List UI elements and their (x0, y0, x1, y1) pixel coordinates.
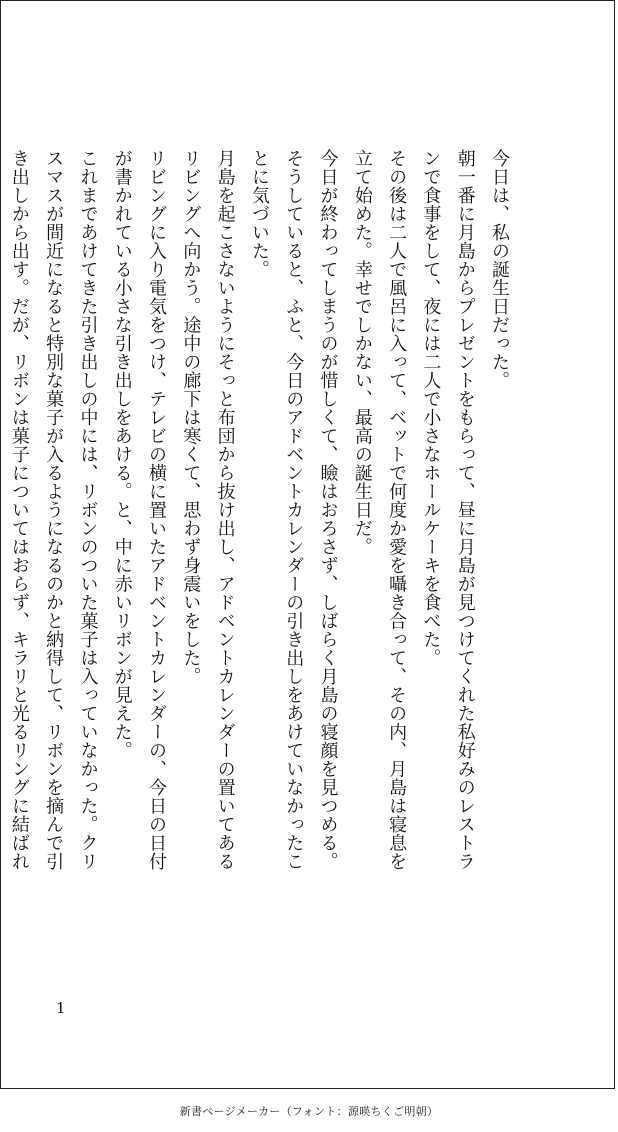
text-line: とに気づいた。 (248, 149, 270, 279)
text-line: 今日は、私の誕生日だった。 (489, 149, 510, 390)
text-line: が書かれている小さな引き出しをあける。と、中に赤いリボンが見えた。 (111, 149, 133, 760)
text-line: き出しから出す。だが、リボンは菓子についてはおらず、キラリと光るリングに結ばれ (8, 149, 30, 871)
text-line: これまであけてきた引き出しの中には、リボンのついた菓子は入っていなかった。クリ (77, 149, 99, 871)
text-line: ンで食事をして、夜には二人で小さなホールケーキを食べた。 (420, 149, 442, 667)
text-line: リビングへ向かう。途中の廊下は寒くて、思わず身震いをした。 (180, 149, 202, 686)
text-line: 立て始めた。幸せでしかない、最高の誕生日だ。 (351, 149, 373, 556)
text-line: リビングに入り電気をつけ、テレビの横に置いたアドベントカレンダーの、今日の日付 (146, 149, 168, 871)
text-line: 今日が終わってしまうのが惜しくて、瞼はおろさず、しばらく月島の寝顔を見つめる。 (317, 149, 339, 871)
text-line: 月島を起こさないようにそっと布団から抜け出し、アドベントカレンダーの置いてある (214, 149, 236, 871)
text-line: その後は二人で風呂に入って、ベットで何度か愛を囁き合って、その内、月島は寝息を (386, 149, 408, 871)
text-line: 朝一番に月島からプレゼントをもらって、昼に月島が見つけてくれた私好みのレストラ (454, 149, 476, 871)
text-line: そうしていると、ふと、今日のアドベントカレンダーの引き出しをあけていなかったこ (283, 149, 305, 871)
vertical-text-body (2, 149, 516, 919)
footer-caption: 新書ページメーカー（フォント：源暎ちくご明朝） (179, 1105, 439, 1118)
text-line: スマスが間近になると特別な菓子が入るようになるのかと納得して、リボンを摘んで引 (43, 149, 65, 871)
page-number: 1 (56, 999, 66, 1017)
